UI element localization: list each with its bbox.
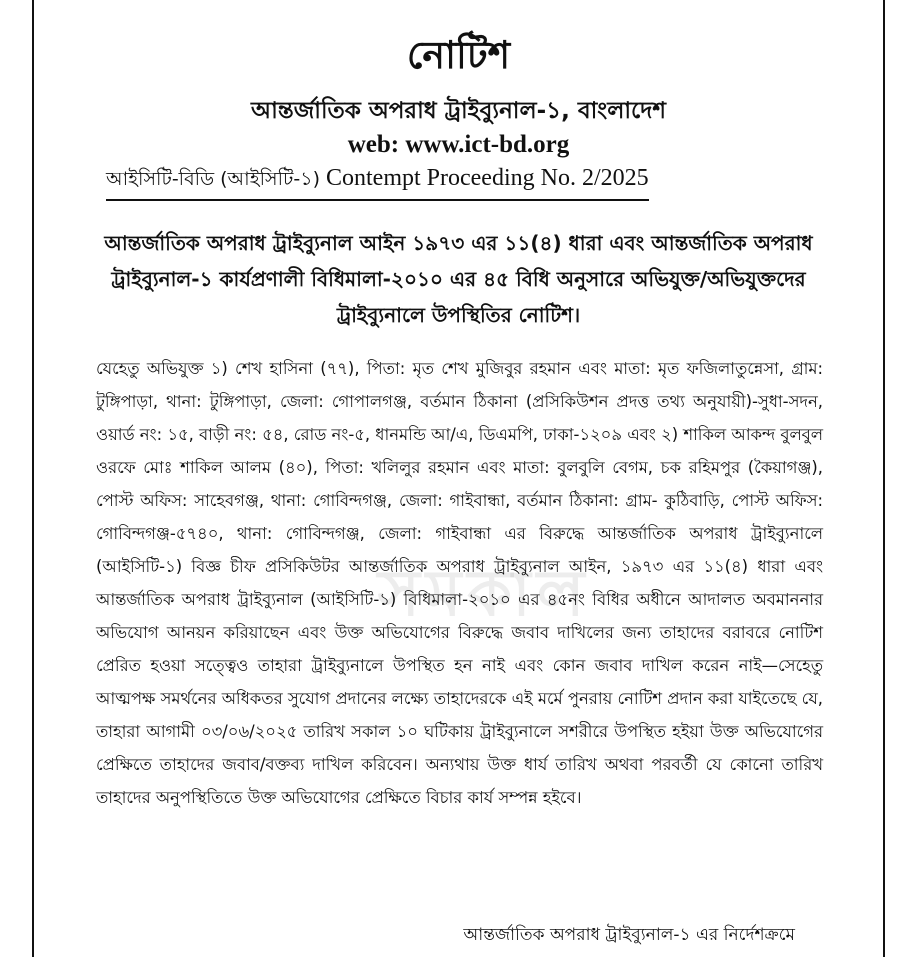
notice-headline: আন্তর্জাতিক অপরাধ ট্রাইব্যুনাল আইন ১৯৭৩ এর ১১(৪) ধারা এবং আন্তর্জাতিক অপরাধ ট্রাইব্যুনাল-১ কার্যপ্রণালী বিধিমালা-২০১০ এর ৪৫ বিধি অনুসারে অভিযুক্ত/অভিযুক্তদের ট্রাইব্যুনালে উপস্থিতির নোটিশ। (104, 231, 813, 327)
case-number: Contempt Proceeding No. 2/2025 (319, 165, 649, 191)
website-line: web: www.ict-bd.org (347, 131, 570, 158)
notice-title: নোটিশ (406, 33, 511, 77)
newspaper-watermark: সমকাল (377, 557, 591, 631)
tribunal-name: আন্তর্জাতিক অপরাধ ট্রাইব্যুনাল-১, বাংলাদেশ (251, 98, 666, 124)
notice-body: যেহেতু অভিযুক্ত ১) শেখ হাসিনা (৭৭), পিতা: মৃত শেখ মুজিবুর রহমান এবং মাতা: মৃত ফজিলাতুন্নেসা, গ্রাম: টুঙ্গিপাড়া, থানা: টুঙ্গিপাড়া, জেলা: গোপালগঞ্জ, বর্তমান ঠিকানা (প্রসিকিউশন প্রদত্ত তথ্য অনুযায়ী)-সুধা-সদন, ওয়ার্ড নং: ১৫, বাড়ী নং: ৫৪, রোড নং-৫, ধানমন্ডি আ/এ, ডিএমপি, ঢাকা-১২০৯ এবং ২) শাকিল আকন্দ বুলবুল ওরফে মোঃ শাকিল আলম (৪০), পিতা: খলিলুর রহমান এবং মাতা: বুলবুলি বেগম, চক রহিমপুর (কৈয়াগঞ্জ), পোস্ট অফিস: সাহেবগঞ্জ, থানা: গোবিন্দগঞ্জ, জেলা: গাইবান্ধা, বর্তমান ঠিকানা: গ্রাম- কুঠিবাড়ি, পোস্ট অফিস: গোবিন্দগঞ্জ-৫৭৪০, থানা: গোবিন্দগঞ্জ, জেলা: গাইবান্ধা এর বিরুদ্ধে আন্তর্জাতিক অপরাধ ট্রাইব্যুনালে (আইসিটি-১) বিজ্ঞ চীফ প্রসিকিউটর আন্তর্জাতিক অপরাধ ট্রাইব্যুনাল আইন, ১৯৭৩ এর ১১(৪) ধারা এবং আন্তর্জাতিক অপরাধ ট্রাইব্যুনাল (আইসিটি-১) বিধিমালা-২০১০ এর ৪৫নং বিধির অধীনে আদালত অবমাননার অভিযোগ আনয়ন করিয়াছেন এবং উক্ত অভিযোগের বিরুদ্ধে জবাব দাখিলের জন্য তাহাদের বরাবরে নোটিশ প্রেরিত হওয়া সত্ত্বেও তাহারা ট্রাইব্যুনালে উপস্থিত হন নাই এবং কোন জবাব দাখিল করেন নাই—সেহেতু আত্মপক্ষ সমর্থনের অধিকতর সুযোগ প্রদানের লক্ষ্যে তাহাদেরকে এই মর্মে পুনরায় নোটিশ প্রদান করা যাইতেছে যে, তাহারা আগামী ০৩/০৬/২০২৫ তারিখ সকাল ১০ ঘটিকায় ট্রাইব্যুনালে সশরীরে উপস্থিত হইয়া উক্ত অভিযোগের প্রেক্ষিতে তাহাদের জবাব/বক্তব্য দাখিল করিবেন। অন্যথায় উক্ত ধার্য তারিখ অথবা পরবর্তী যে কোনো তারিখ তাহাদের অনুপস্থিতিতে উক্ত অভিযোগের প্রেক্ষিতে বিচার কার্য সম্পন্ন হইবে। (96, 359, 823, 807)
case-prefix: আইসিটি-বিডি (আইসিটি-১) (106, 168, 320, 190)
notice-frame (32, 0, 885, 957)
case-reference (106, 165, 649, 201)
signature-line: আন্তর্জাতিক অপরাধ ট্রাইব্যুনাল-১ এর নির্দেশক্রমে (463, 925, 795, 945)
